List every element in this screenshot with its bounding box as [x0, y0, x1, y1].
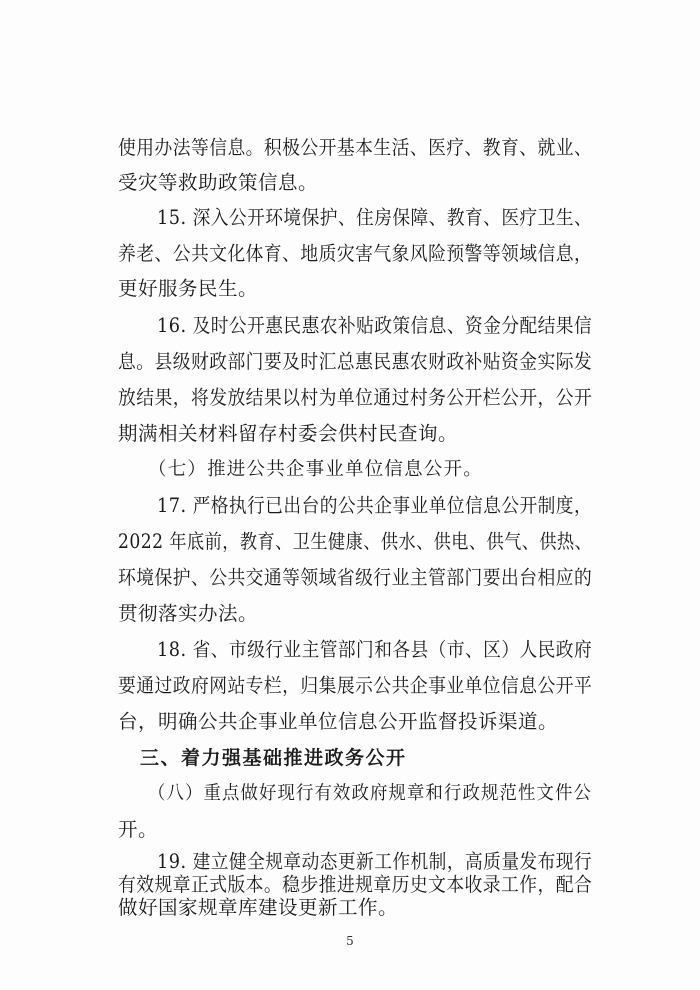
- item-15-first-line: 15. 深入公开环境保护、住房保障、教育、医疗卫生、: [157, 206, 593, 229]
- body-line: 养老、公共文化体育、地质灾害气象风险预警等领域信息，: [118, 242, 593, 265]
- item-19-first-line: 19. 建立健全规章动态更新工作机制，高质量发布现行: [157, 850, 593, 873]
- item-18-first-line: 18. 省、市级行业主管部门和各县（市、区）人民政府: [157, 638, 593, 661]
- body-line: 放结果，将发放结果以村为单位通过村务公开栏公开，公开: [118, 386, 593, 409]
- section-8-heading: （八）重点做好现行有效政府规章和行政规范性文件公: [148, 783, 592, 804]
- body-line: 做好国家规章库建设更新工作。: [118, 896, 399, 919]
- body-line: 受灾等救助政策信息。: [118, 171, 319, 194]
- body-line: 息。县级财政部门要及时汇总惠民惠农财政补贴资金实际发: [118, 350, 593, 373]
- item-16-first-line: 16. 及时公开惠民惠农补贴政策信息、资金分配结果信: [157, 314, 593, 337]
- body-line: 使用办法等信息。积极公开基本生活、医疗、教育、就业、: [118, 136, 593, 159]
- chapter-3-heading: 三、着力强基础推进政务公开: [140, 747, 407, 769]
- section-7-heading: （七）推进公共企事业单位信息公开。: [148, 459, 483, 480]
- body-line: 台，明确公共企事业单位信息公开监督投诉渠道。: [118, 710, 559, 733]
- body-line: 更好服务民生。: [118, 277, 259, 300]
- item-17-first-line: 17. 严格执行已出台的公共企事业单位信息公开制度，: [157, 494, 593, 517]
- body-line: 贯彻落实办法。: [118, 602, 259, 625]
- body-line: 环境保护、公共交通等领域省级行业主管部门要出台相应的: [118, 566, 593, 589]
- body-line: 开。: [118, 818, 159, 841]
- body-line: 2022 年底前，教育、卫生健康、供水、供电、供气、供热、: [118, 530, 593, 553]
- body-line: 期满相关材料留存村委会供村民查询。: [118, 422, 459, 445]
- body-line: 有效规章正式版本。稳步推进规章历史文本收录工作，配合: [118, 873, 593, 896]
- page-number: 5: [346, 934, 354, 948]
- body-line: 要通过政府网站专栏，归集展示公共企事业单位信息公开平: [118, 674, 593, 697]
